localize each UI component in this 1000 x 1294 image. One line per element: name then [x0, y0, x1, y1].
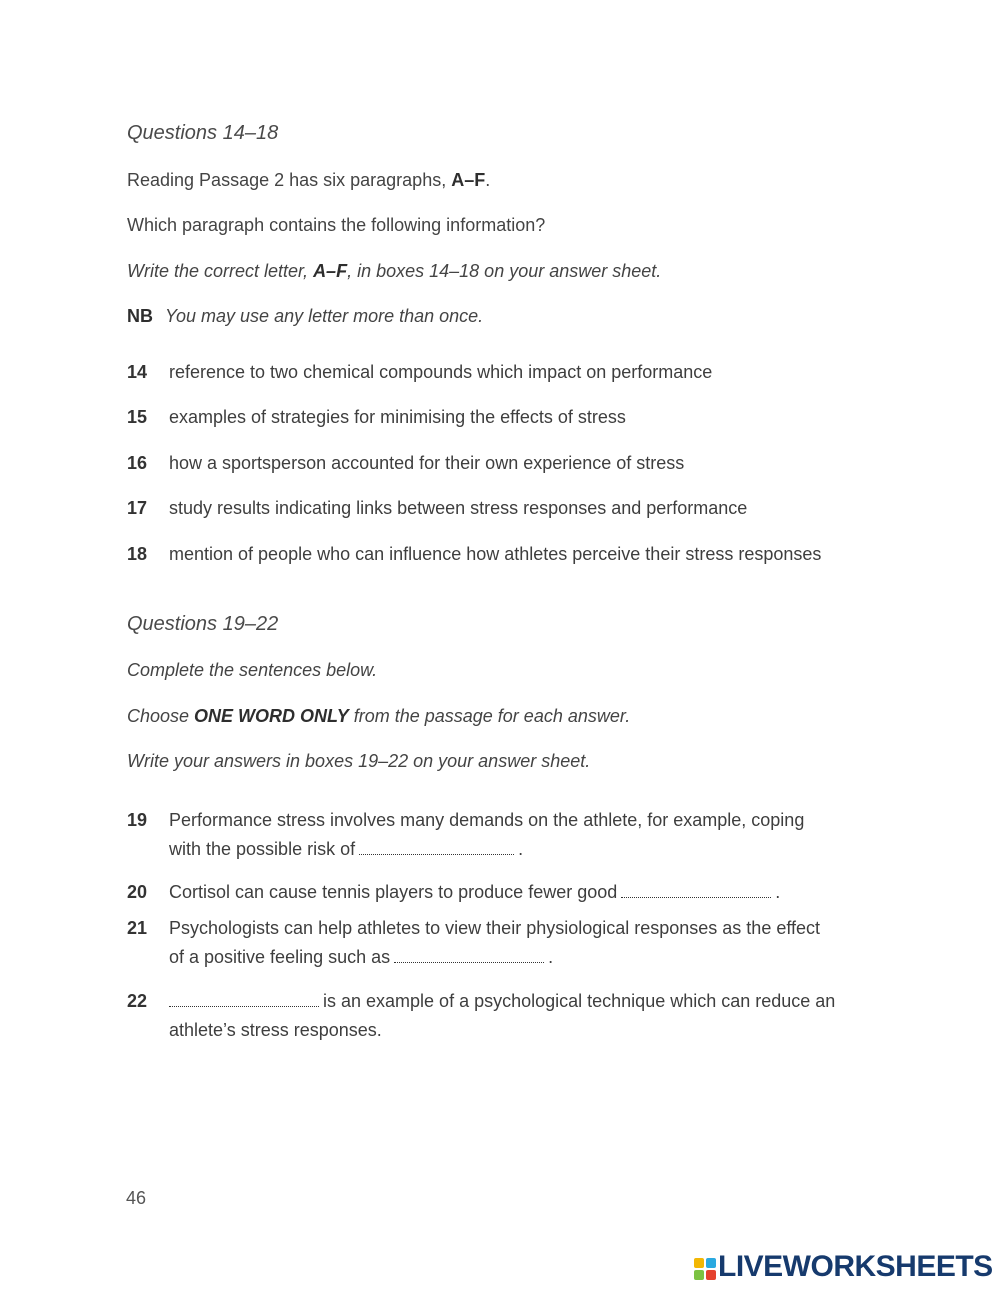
sentence-end: . — [775, 882, 781, 902]
question-number: 21 — [127, 918, 148, 938]
letter-range: A–F — [313, 261, 348, 281]
question-item — [127, 407, 626, 428]
answer-blank-20[interactable] — [621, 883, 771, 898]
liveworksheets-logo-icon — [694, 1258, 716, 1280]
question-text: how a sportsperson accounted for their own experience of stress — [169, 453, 685, 473]
page-number: 46 — [126, 1188, 147, 1208]
sentence-text: with the possible risk of — [169, 839, 356, 859]
sentence-text: Performance stress involves many demands on the athlete, for example, coping — [169, 810, 805, 830]
instruction-period: . — [485, 170, 491, 190]
question-number: 16 — [127, 453, 148, 473]
instruction-write-answers: Write your answers in boxes 19–22 on your answer sheet. — [127, 751, 591, 771]
question-number: 14 — [127, 362, 148, 382]
sentence-item — [127, 810, 804, 831]
instruction-text: Write the correct letter, — [127, 261, 314, 281]
sentence-end: . — [518, 839, 524, 859]
instruction-complete-sentences: Complete the sentences below. — [127, 660, 378, 680]
nb-text: You may use any letter more than once. — [165, 306, 484, 326]
nb-note — [127, 306, 483, 327]
instruction-text: , in boxes 14–18 on your answer sheet. — [347, 261, 662, 281]
instruction-which-paragraph: Which paragraph contains the following information? — [127, 215, 546, 235]
answer-blank-22[interactable] — [169, 992, 319, 1007]
question-text: study results indicating links between stress responses and performance — [169, 498, 748, 518]
sentence-continuation: athlete’s stress responses. — [169, 1020, 382, 1040]
instruction-paragraphs — [127, 170, 490, 191]
instruction-choose-word — [127, 706, 630, 727]
answer-blank-19[interactable] — [359, 840, 514, 855]
sentence-item — [127, 991, 835, 1012]
liveworksheets-logo[interactable]: LIVEWORKSHEETS — [718, 1250, 993, 1283]
nb-label: NB — [127, 306, 153, 326]
questions-14-18-heading: Questions 14–18 — [127, 122, 279, 144]
question-item — [127, 453, 684, 474]
word-limit: ONE WORD ONLY — [194, 706, 349, 726]
question-number: 22 — [127, 991, 148, 1011]
question-number: 20 — [127, 882, 148, 902]
question-number: 17 — [127, 498, 148, 518]
sentence-text: of a positive feeling such as — [169, 947, 391, 967]
sentence-text: Cortisol can cause tennis players to produce fewer good — [169, 882, 618, 902]
question-item — [127, 498, 747, 519]
question-text: reference to two chemical compounds which impact on performance — [169, 362, 713, 382]
questions-19-22-heading: Questions 19–22 — [127, 613, 279, 635]
question-text: mention of people who can influence how athletes perceive their stress responses — [169, 544, 822, 564]
question-number: 19 — [127, 810, 148, 830]
sentence-continuation — [169, 947, 553, 968]
letter-range: A–F — [451, 170, 486, 190]
answer-blank-21[interactable] — [394, 948, 544, 963]
instruction-write-letter — [127, 261, 661, 282]
question-text: examples of strategies for minimising the effects of stress — [169, 407, 626, 427]
sentence-text: is an example of a psychological technique which can reduce an — [323, 991, 836, 1011]
instruction-text: Choose — [127, 706, 195, 726]
question-number: 18 — [127, 544, 148, 564]
instruction-text: from the passage for each answer. — [348, 706, 631, 726]
question-item — [127, 362, 712, 383]
instruction-text: Reading Passage 2 has six paragraphs, — [127, 170, 452, 190]
question-item — [127, 544, 821, 565]
sentence-item — [127, 882, 780, 903]
sentence-continuation — [169, 839, 523, 860]
sentence-end: . — [548, 947, 554, 967]
sentence-item — [127, 918, 820, 939]
sentence-text: Psychologists can help athletes to view their physiological responses as the effect — [169, 918, 821, 938]
question-number: 15 — [127, 407, 148, 427]
